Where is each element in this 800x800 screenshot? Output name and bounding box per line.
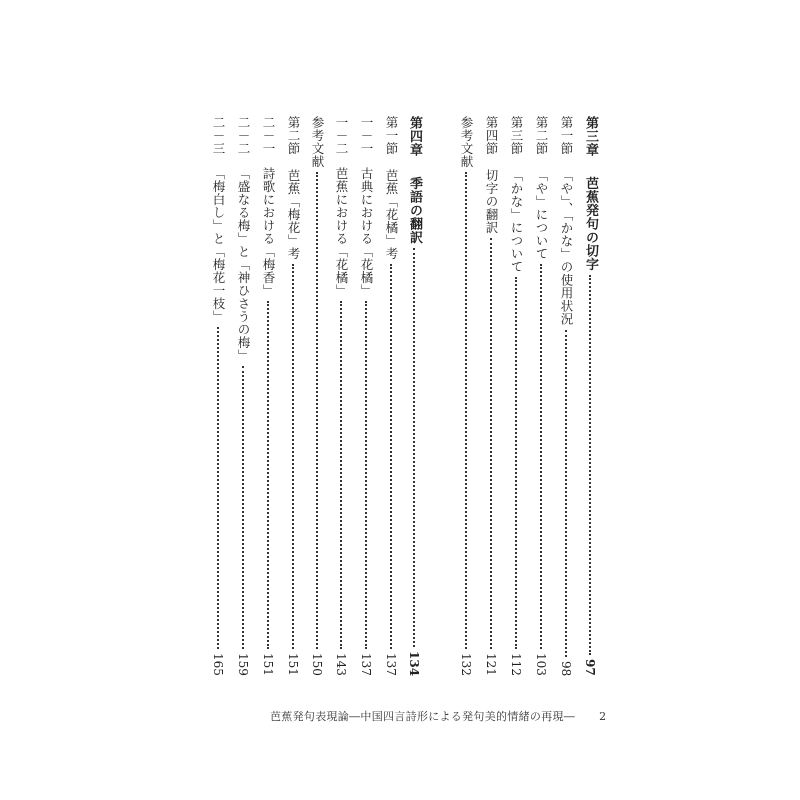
dot-leader xyxy=(292,264,294,649)
dot-leader xyxy=(515,277,517,649)
toc-entry-heading: 季語の翻訳 xyxy=(407,176,422,244)
toc-page-number: 134 xyxy=(407,650,421,676)
toc-entry-label: 二－一 xyxy=(261,116,276,155)
toc-entry-title xyxy=(403,116,425,244)
toc-entry-title xyxy=(306,116,328,168)
dot-leader xyxy=(589,275,591,655)
toc-page-number: 121 xyxy=(484,653,498,676)
dot-leader xyxy=(340,301,342,649)
toc-entry-title xyxy=(530,116,552,260)
toc-entry-heading: 切字の翻訳 xyxy=(484,169,499,234)
toc-entry-heading: 「や」について xyxy=(534,169,549,260)
toc-entry-heading: 芭蕉「梅花」考 xyxy=(286,169,301,260)
dot-leader xyxy=(267,301,269,649)
toc-entry-title xyxy=(505,116,527,273)
toc-entry-heading: 芭蕉発句の切字 xyxy=(583,176,598,271)
toc-page-number: 143 xyxy=(334,653,348,676)
toc-entry-6 xyxy=(455,116,477,676)
toc-entry-title xyxy=(380,116,402,260)
toc-entry-label: 参考文献 xyxy=(459,116,474,168)
toc-entry-title xyxy=(232,116,254,362)
toc-page-number: 151 xyxy=(261,653,275,676)
toc-entry-15 xyxy=(207,116,229,676)
toc-entry-title xyxy=(355,116,377,297)
toc-page-number: 137 xyxy=(384,653,398,676)
toc-entry-3 xyxy=(530,116,552,676)
toc-entry-title xyxy=(330,116,352,297)
toc-entry-label: 一－二 xyxy=(334,116,349,155)
toc-page-number: 159 xyxy=(236,653,250,676)
toc-entry-label: 第三章 xyxy=(583,116,598,157)
toc-entry-5 xyxy=(480,116,502,676)
toc-page-number: 132 xyxy=(459,653,473,676)
toc-entry-heading: 芭蕉における「花橘」 xyxy=(334,167,349,297)
toc-entry-4 xyxy=(505,116,527,676)
toc-entry-10 xyxy=(330,116,352,676)
dot-leader xyxy=(390,264,392,649)
toc-entry-1 xyxy=(579,116,601,676)
dot-leader xyxy=(217,327,219,649)
toc-page-number: 150 xyxy=(310,653,324,676)
toc-entry-heading: 「や」、「かな」の使用状況 xyxy=(559,169,574,326)
toc-entry-14 xyxy=(232,116,254,676)
toc-entry-11 xyxy=(306,116,328,676)
toc-entry-title xyxy=(480,116,502,234)
toc-entry-heading: 芭蕉「花橘」考 xyxy=(384,169,399,260)
toc-entry-8 xyxy=(380,116,402,676)
toc-entry-2 xyxy=(555,116,577,676)
toc-page-number: 97 xyxy=(583,659,597,676)
dot-leader xyxy=(413,248,415,647)
dot-leader xyxy=(365,301,367,649)
toc-entry-label: 第二節 xyxy=(534,116,549,155)
dot-leader xyxy=(540,264,542,649)
running-title: 芭蕉発句表現論―中国四言詩形による発句美的情緒の再現― xyxy=(270,710,576,723)
toc-entry-heading: 「盛なる梅」と「神ひさうの梅」 xyxy=(236,167,251,362)
toc-entry-12 xyxy=(282,116,304,676)
toc-entry-label: 一－一 xyxy=(359,116,374,155)
toc-entry-title xyxy=(455,116,477,168)
toc-entry-label: 参考文献 xyxy=(310,116,325,168)
toc-entry-label: 第四章 xyxy=(407,116,422,157)
toc-entry-label: 第二節 xyxy=(286,116,301,155)
toc-entry-label: 二－二 xyxy=(236,116,251,155)
toc-entry-title xyxy=(257,116,279,297)
toc-entry-label: 二－三 xyxy=(211,116,226,155)
dot-leader xyxy=(490,238,492,649)
toc-page-number: 112 xyxy=(509,653,523,676)
toc-entry-label: 第三節 xyxy=(509,116,524,155)
toc-entry-7 xyxy=(403,116,425,676)
toc-page-number: 103 xyxy=(534,653,548,676)
toc-entry-label: 第一節 xyxy=(559,116,574,155)
toc-page-number: 137 xyxy=(359,653,373,676)
toc-entry-heading: 詩歌における「梅香」 xyxy=(261,167,276,297)
toc-entry-title xyxy=(207,116,229,323)
toc-entry-heading: 古典における「花橘」 xyxy=(359,167,374,297)
toc-entry-label: 第四節 xyxy=(484,116,499,155)
dot-leader xyxy=(316,172,318,649)
toc-page-number: 151 xyxy=(286,653,300,676)
running-footer xyxy=(270,708,606,724)
toc-entry-title xyxy=(579,116,601,271)
dot-leader xyxy=(565,330,567,657)
toc-page-number: 98 xyxy=(559,660,573,676)
page-number: 2 xyxy=(599,710,607,723)
toc-entry-13 xyxy=(257,116,279,676)
toc-entry-heading: 「かな」について xyxy=(509,169,524,273)
toc-entry-title xyxy=(282,116,304,260)
toc-entry-heading: 「梅白し」と「梅花一枝」 xyxy=(211,167,226,323)
dot-leader xyxy=(465,172,467,649)
toc-entry-title xyxy=(555,116,577,326)
toc-page-number: 165 xyxy=(211,653,225,676)
toc-entry-label: 第一節 xyxy=(384,116,399,155)
toc-entry-9 xyxy=(355,116,377,676)
dot-leader xyxy=(242,366,244,649)
